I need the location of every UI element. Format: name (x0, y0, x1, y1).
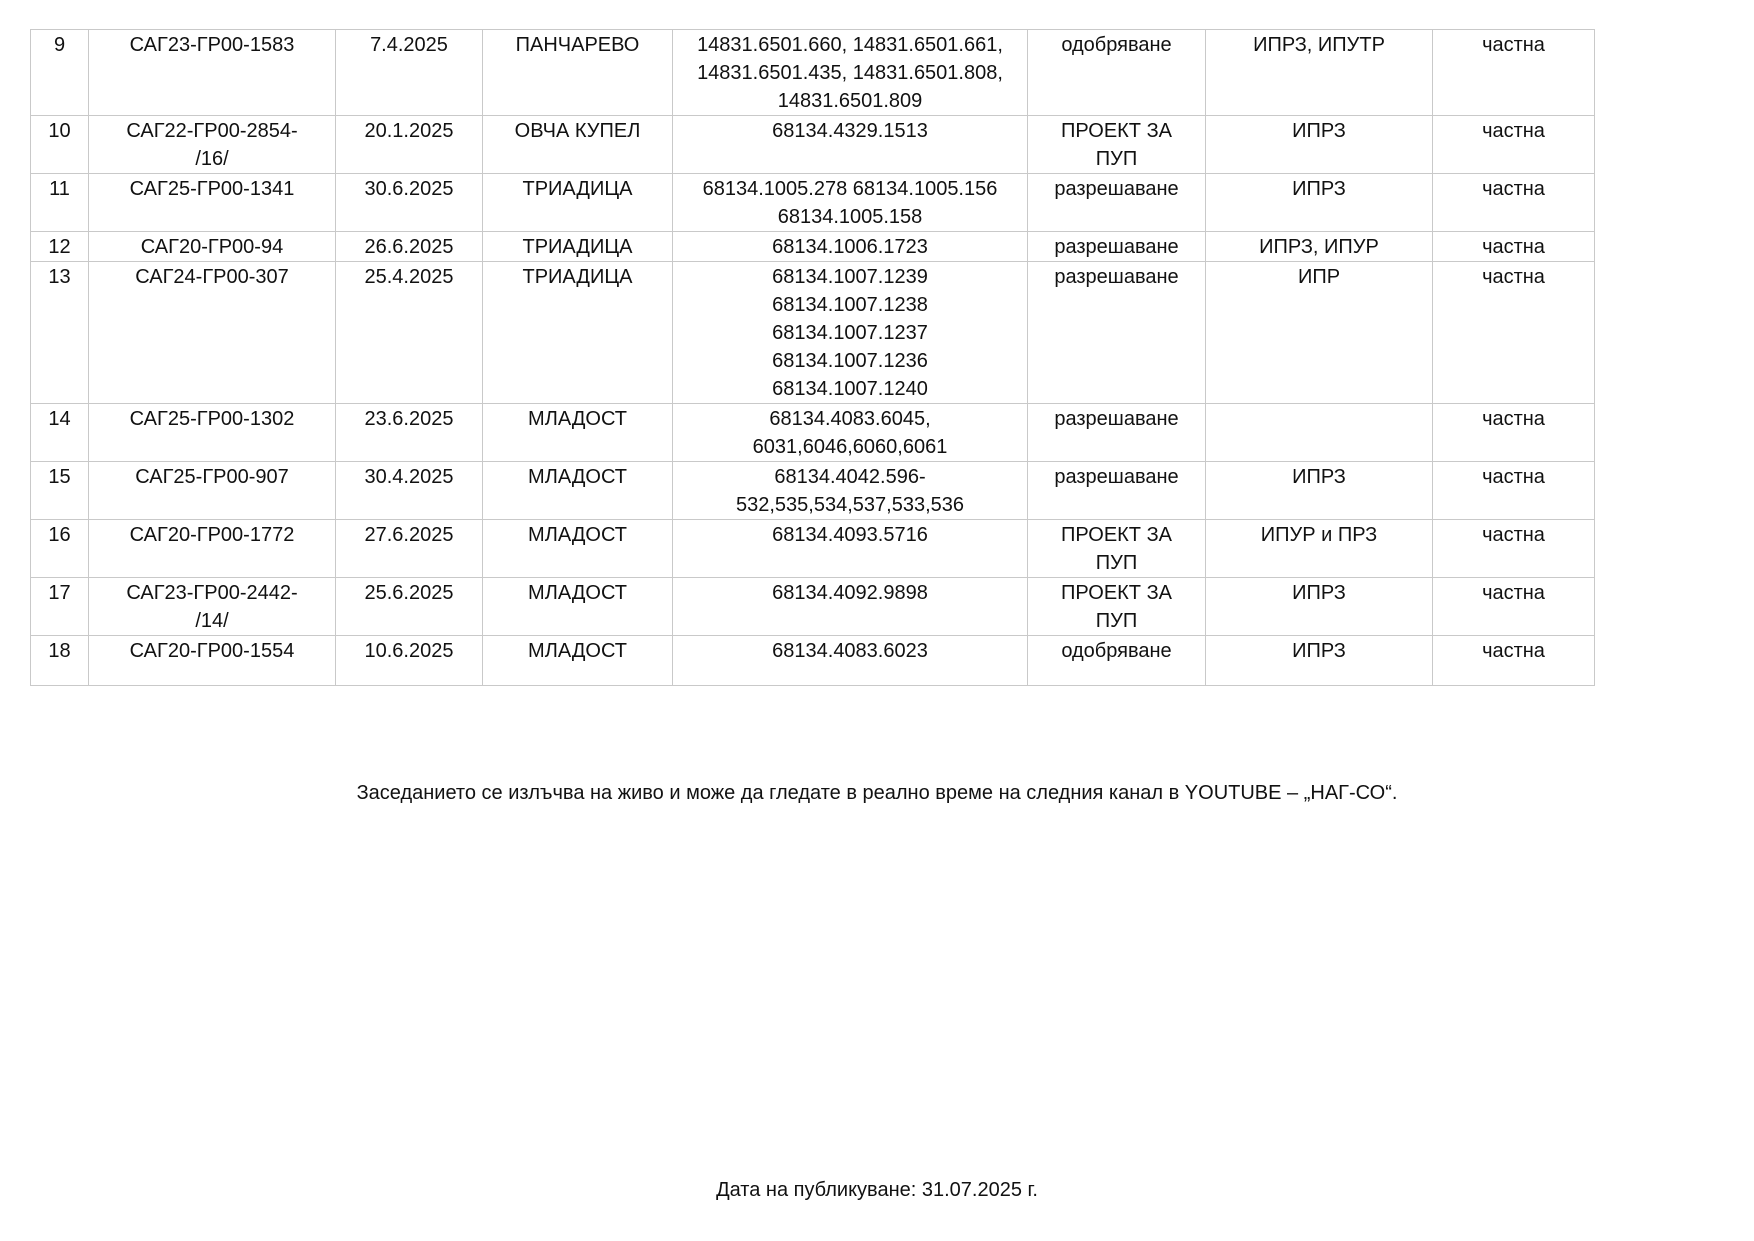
parcel-ids-line: 68134.1005.158 (777, 206, 923, 228)
cell-ownership: частна (1433, 520, 1595, 578)
cell-district: МЛАДОСТ (483, 520, 673, 578)
parcel-ids-line: 68134.4093.5716 (772, 524, 928, 546)
parcel-ids-line: 68134.1007.1238 (772, 294, 928, 316)
table-row (31, 232, 1595, 262)
cell-entry-date: 30.4.2025 (336, 462, 483, 520)
table-row (31, 462, 1595, 520)
cell-registration-number (89, 520, 336, 578)
cell-entry-date: 30.6.2025 (336, 174, 483, 232)
procedure-line: ПУП (1095, 610, 1138, 632)
cell-plan-type: ИПРЗ (1206, 578, 1433, 636)
parcel-ids-line: 68134.1005.278 68134.1005.156 (702, 178, 998, 200)
cell-entry-date: 26.6.2025 (336, 232, 483, 262)
registration-number-line: САГ20-ГР00-1772 (129, 524, 295, 546)
cell-entry-date: 27.6.2025 (336, 520, 483, 578)
registration-number-line: САГ22-ГР00-2854- (126, 120, 298, 142)
cell-entry-date: 23.6.2025 (336, 404, 483, 462)
procedure-line: разрешаване (1054, 266, 1179, 288)
procedures-table (30, 29, 1595, 686)
registration-number-line: САГ25-ГР00-907 (135, 466, 289, 488)
registration-number-line: САГ25-ГР00-1302 (129, 408, 295, 430)
table-row (31, 174, 1595, 232)
cell-registration-number (89, 262, 336, 404)
cell-parcel-ids (673, 520, 1028, 578)
cell-row-number: 16 (31, 520, 89, 578)
parcel-ids-line: 68134.1007.1237 (772, 322, 928, 344)
registration-number-line: САГ23-ГР00-2442- (126, 582, 298, 604)
cell-row-number: 17 (31, 578, 89, 636)
registration-number-line: /16/ (195, 148, 229, 170)
cell-ownership: частна (1433, 262, 1595, 404)
cell-district: МЛАДОСТ (483, 404, 673, 462)
cell-district: ТРИАДИЦА (483, 262, 673, 404)
table-row (31, 520, 1595, 578)
cell-plan-type: ИПРЗ, ИПУР (1206, 232, 1433, 262)
procedure-line: ПРОЕКТ ЗА (1060, 582, 1172, 604)
registration-number-line: /14/ (195, 610, 229, 632)
cell-plan-type: ИПРЗ (1206, 636, 1433, 686)
cell-ownership: частна (1433, 116, 1595, 174)
cell-row-number: 13 (31, 262, 89, 404)
cell-procedure (1028, 520, 1206, 578)
parcel-ids-line: 68134.1007.1240 (772, 378, 928, 400)
cell-district: МЛАДОСТ (483, 636, 673, 686)
cell-row-number: 10 (31, 116, 89, 174)
broadcast-note: Заседанието се излъчва на живо и може да гледате в реално време на следния канал в YOUTUBE – „НАГ-СО“. (356, 782, 1398, 804)
cell-procedure (1028, 404, 1206, 462)
procedure-line: ПРОЕКТ ЗА (1060, 524, 1172, 546)
parcel-ids-line: 68134.1007.1236 (772, 350, 928, 372)
procedure-line: ПУП (1095, 552, 1138, 574)
procedure-line: разрешаване (1054, 178, 1179, 200)
cell-ownership: частна (1433, 232, 1595, 262)
cell-parcel-ids (673, 174, 1028, 232)
registration-number-line: САГ20-ГР00-94 (140, 236, 284, 258)
cell-row-number: 12 (31, 232, 89, 262)
cell-procedure (1028, 232, 1206, 262)
cell-ownership: частна (1433, 174, 1595, 232)
cell-entry-date: 20.1.2025 (336, 116, 483, 174)
parcel-ids-line: 6031,6046,6060,6061 (752, 436, 948, 458)
cell-plan-type: ИПУР и ПРЗ (1206, 520, 1433, 578)
parcel-ids-line: 68134.4042.596- (774, 466, 926, 488)
cell-district: ТРИАДИЦА (483, 174, 673, 232)
table-row (31, 262, 1595, 404)
procedure-line: разрешаване (1054, 466, 1179, 488)
cell-parcel-ids (673, 262, 1028, 404)
parcel-ids-line: 68134.4092.9898 (772, 582, 928, 604)
parcel-ids-line: 68134.4083.6045, (769, 408, 931, 430)
parcel-ids-line: 14831.6501.809 (777, 90, 923, 112)
cell-parcel-ids (673, 30, 1028, 116)
parcel-ids-line: 14831.6501.435, 14831.6501.808, (697, 62, 1003, 84)
cell-procedure (1028, 636, 1206, 686)
cell-parcel-ids (673, 404, 1028, 462)
cell-registration-number (89, 232, 336, 262)
procedure-line: ПРОЕКТ ЗА (1060, 120, 1172, 142)
cell-registration-number (89, 636, 336, 686)
cell-district: ОВЧА КУПЕЛ (483, 116, 673, 174)
cell-procedure (1028, 578, 1206, 636)
cell-registration-number (89, 116, 336, 174)
cell-ownership: частна (1433, 404, 1595, 462)
cell-district: ПАНЧАРЕВО (483, 30, 673, 116)
cell-entry-date: 7.4.2025 (336, 30, 483, 116)
cell-registration-number (89, 174, 336, 232)
cell-parcel-ids (673, 636, 1028, 686)
cell-row-number: 14 (31, 404, 89, 462)
cell-parcel-ids (673, 116, 1028, 174)
cell-district: ТРИАДИЦА (483, 232, 673, 262)
parcel-ids-line: 14831.6501.660, 14831.6501.661, (697, 34, 1003, 56)
cell-procedure (1028, 462, 1206, 520)
cell-ownership: частна (1433, 636, 1595, 686)
cell-procedure (1028, 174, 1206, 232)
publish-date: Дата на публикуване: 31.07.2025 г. (716, 1179, 1038, 1201)
cell-parcel-ids (673, 462, 1028, 520)
registration-number-line: САГ25-ГР00-1341 (129, 178, 295, 200)
cell-entry-date: 10.6.2025 (336, 636, 483, 686)
registration-number-line: САГ20-ГР00-1554 (129, 640, 295, 662)
cell-ownership: частна (1433, 462, 1595, 520)
cell-registration-number (89, 404, 336, 462)
cell-row-number: 11 (31, 174, 89, 232)
parcel-ids-line: 68134.1006.1723 (772, 236, 928, 258)
cell-procedure (1028, 116, 1206, 174)
registration-number-line: САГ23-ГР00-1583 (129, 34, 295, 56)
procedure-line: одобряване (1061, 640, 1172, 662)
procedure-line: разрешаване (1054, 236, 1179, 258)
cell-plan-type (1206, 404, 1433, 462)
cell-entry-date: 25.6.2025 (336, 578, 483, 636)
parcel-ids-line: 532,535,534,537,533,536 (736, 494, 964, 516)
procedure-line: ПУП (1095, 148, 1138, 170)
cell-ownership: частна (1433, 30, 1595, 116)
cell-plan-type: ИПРЗ (1206, 116, 1433, 174)
cell-registration-number (89, 578, 336, 636)
cell-row-number: 15 (31, 462, 89, 520)
cell-procedure (1028, 262, 1206, 404)
cell-district: МЛАДОСТ (483, 578, 673, 636)
table-row (31, 116, 1595, 174)
procedure-line: разрешаване (1054, 408, 1179, 430)
cell-procedure (1028, 30, 1206, 116)
cell-row-number: 9 (31, 30, 89, 116)
cell-parcel-ids (673, 578, 1028, 636)
registration-number-line: САГ24-ГР00-307 (135, 266, 289, 288)
parcel-ids-line: 68134.4329.1513 (772, 120, 928, 142)
cell-ownership: частна (1433, 578, 1595, 636)
cell-plan-type: ИПР (1206, 262, 1433, 404)
cell-plan-type: ИПРЗ (1206, 174, 1433, 232)
table-row (31, 404, 1595, 462)
table-row (31, 30, 1595, 116)
cell-parcel-ids (673, 232, 1028, 262)
cell-plan-type: ИПРЗ, ИПУТР (1206, 30, 1433, 116)
cell-district: МЛАДОСТ (483, 462, 673, 520)
cell-plan-type: ИПРЗ (1206, 462, 1433, 520)
cell-row-number: 18 (31, 636, 89, 686)
cell-registration-number (89, 30, 336, 116)
procedure-line: одобряване (1061, 34, 1172, 56)
parcel-ids-line: 68134.1007.1239 (772, 266, 928, 288)
table-row (31, 636, 1595, 686)
parcel-ids-line: 68134.4083.6023 (772, 640, 928, 662)
table-row (31, 578, 1595, 636)
cell-entry-date: 25.4.2025 (336, 262, 483, 404)
cell-registration-number (89, 462, 336, 520)
table-body (31, 30, 1595, 686)
